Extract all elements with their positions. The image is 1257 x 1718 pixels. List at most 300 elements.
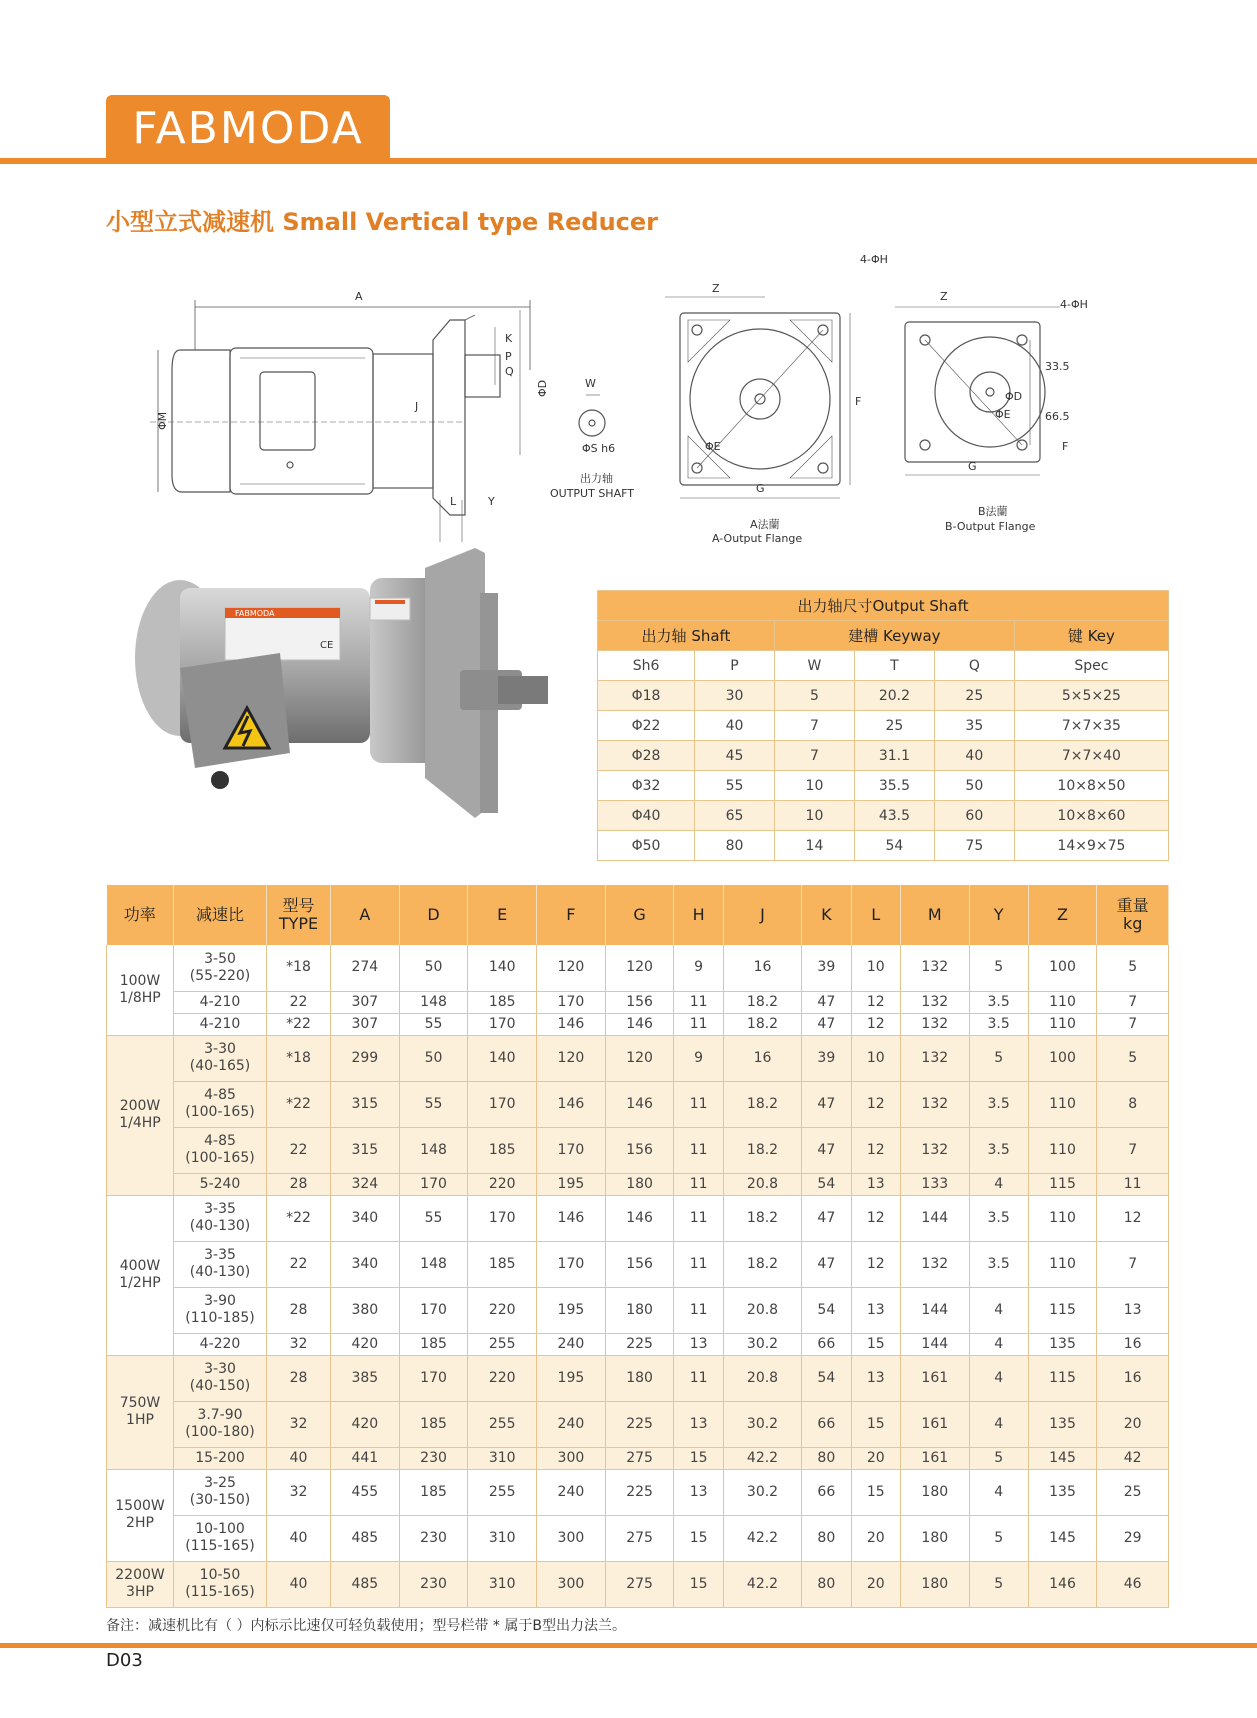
spec-value-cell: 40 — [267, 1515, 331, 1561]
a-flange-drawing — [665, 253, 888, 545]
svg-text:Z: Z — [712, 282, 720, 295]
ratio-cell — [174, 1173, 267, 1195]
spec-value-cell: 28 — [267, 1287, 331, 1333]
spec-value-cell: 225 — [605, 1401, 674, 1447]
svg-text:W: W — [585, 377, 596, 390]
spec-value-cell: 22 — [267, 1127, 331, 1173]
spec-value-cell: 40 — [267, 1561, 331, 1607]
svg-text:A法蘭: A法蘭 — [750, 518, 780, 531]
shaft-table-cell: Φ32 — [598, 771, 695, 801]
spec-value-cell: 55 — [399, 1195, 468, 1241]
spec-value-cell: 66 — [802, 1333, 851, 1355]
spec-value-cell: 30.2 — [723, 1333, 801, 1355]
spec-value-cell: 180 — [605, 1287, 674, 1333]
power-label: 1/4HP — [119, 1115, 161, 1131]
spec-value-cell: 50 — [399, 1035, 468, 1081]
shaft-table-cell: 5 — [775, 681, 855, 711]
svg-text:ΦM: ΦM — [156, 411, 169, 430]
spec-value-cell: 115 — [1028, 1355, 1097, 1401]
shaft-table-cell: 50 — [934, 771, 1014, 801]
spec-value-cell: 22 — [267, 991, 331, 1013]
spec-value-cell: 240 — [537, 1333, 606, 1355]
spec-value-cell: 20 — [851, 1561, 900, 1607]
shaft-col-header: T — [854, 651, 934, 681]
spec-value-cell: 146 — [605, 1195, 674, 1241]
spec-value-cell: 7 — [1097, 1127, 1169, 1173]
ratio-label: (40-165) — [189, 1058, 251, 1074]
spec-header-type-cn: 型号 — [282, 895, 315, 915]
spec-value-cell: 18.2 — [723, 1241, 801, 1287]
spec-value-cell: 275 — [605, 1515, 674, 1561]
footer-divider — [0, 1643, 1257, 1648]
spec-value-cell: 340 — [331, 1195, 400, 1241]
spec-value-cell: 230 — [399, 1447, 468, 1469]
spec-value-cell: 170 — [468, 1195, 537, 1241]
spec-value-cell: 4 — [969, 1333, 1028, 1355]
shaft-table-cell: 80 — [695, 831, 775, 861]
spec-header-weight-unit: kg — [1122, 914, 1143, 933]
spec-value-cell: 180 — [605, 1355, 674, 1401]
spec-value-cell: 170 — [399, 1173, 468, 1195]
keyway-group-header: 建槽 Keyway — [775, 621, 1015, 651]
shaft-col-header: Sh6 — [598, 651, 695, 681]
shaft-table-cell: 35.5 — [854, 771, 934, 801]
svg-text:出力轴: 出力轴 — [580, 472, 613, 485]
power-label: 1/8HP — [119, 989, 161, 1006]
spec-value-cell: 47 — [802, 1195, 851, 1241]
svg-text:A: A — [355, 290, 363, 303]
power-cell — [107, 945, 174, 1035]
ratio-label: (115-165) — [185, 1538, 255, 1554]
spec-value-cell: 310 — [468, 1515, 537, 1561]
spec-value-cell: 11 — [674, 1355, 723, 1401]
spec-value-cell: 170 — [399, 1287, 468, 1333]
spec-value-cell: 4 — [969, 1287, 1028, 1333]
spec-value-cell: 12 — [851, 1195, 900, 1241]
spec-value-cell: 220 — [468, 1355, 537, 1401]
spec-value-cell: 140 — [468, 1035, 537, 1081]
spec-value-cell: 220 — [468, 1173, 537, 1195]
shaft-table-cell: 10×8×60 — [1014, 801, 1168, 831]
spec-value-cell: 274 — [331, 945, 400, 991]
spec-value-cell: 170 — [537, 991, 606, 1013]
svg-text:OUTPUT SHAFT: OUTPUT SHAFT — [550, 487, 634, 500]
spec-value-cell: 39 — [802, 1035, 851, 1081]
spec-value-cell: 135 — [1028, 1469, 1097, 1515]
spec-value-cell: 5 — [969, 945, 1028, 991]
power-label: 2200W — [115, 1567, 165, 1584]
spec-value-cell: 230 — [399, 1515, 468, 1561]
svg-text:G: G — [756, 482, 765, 495]
spec-header: A — [331, 885, 400, 945]
spec-value-cell: 5 — [969, 1447, 1028, 1469]
spec-value-cell: 3.5 — [969, 1081, 1028, 1127]
spec-value-cell: 80 — [802, 1515, 851, 1561]
spec-value-cell: 42.2 — [723, 1515, 801, 1561]
spec-value-cell: 133 — [900, 1173, 969, 1195]
spec-value-cell: 28 — [267, 1355, 331, 1401]
svg-text:Y: Y — [488, 495, 495, 508]
spec-value-cell: 144 — [900, 1195, 969, 1241]
spec-header: H — [674, 885, 723, 945]
ratio-cell — [174, 945, 267, 991]
spec-value-cell: 100 — [1028, 1035, 1097, 1081]
spec-value-cell: 66 — [802, 1401, 851, 1447]
ratio-cell — [174, 1447, 267, 1469]
spec-value-cell: 220 — [468, 1287, 537, 1333]
ratio-label: 5-240 — [199, 1175, 241, 1192]
spec-value-cell: 20.8 — [723, 1173, 801, 1195]
spec-value-cell: 5 — [969, 1515, 1028, 1561]
spec-header-type-en: TYPE — [278, 914, 319, 933]
svg-text:F: F — [1062, 440, 1069, 453]
spec-value-cell: 5 — [969, 1035, 1028, 1081]
spec-value-cell: 11 — [674, 1241, 723, 1287]
spec-power-group — [107, 945, 1169, 1035]
spec-value-cell: 3.5 — [969, 991, 1028, 1013]
spec-value-cell: 485 — [331, 1515, 400, 1561]
spec-table-row — [107, 945, 1169, 991]
ratio-label: 4-85 — [204, 1087, 236, 1104]
svg-text:66.5: 66.5 — [1045, 410, 1070, 423]
spec-value-cell: 80 — [802, 1447, 851, 1469]
svg-text:CE: CE — [320, 640, 334, 651]
shaft-table-cell: 25 — [934, 681, 1014, 711]
svg-text:P: P — [505, 350, 512, 363]
ratio-label: (100-165) — [185, 1150, 255, 1166]
spec-value-cell: 3.5 — [969, 1013, 1028, 1035]
power-cell — [107, 1035, 174, 1195]
shaft-col-header: W — [775, 651, 855, 681]
spec-value-cell: 146 — [1028, 1561, 1097, 1607]
ratio-cell — [174, 991, 267, 1013]
spec-value-cell: 11 — [674, 1287, 723, 1333]
footnote: 备注：减速机比有（ ）内标示比速仅可轻负载使用；型号栏带 * 属于B型出力法兰。 — [106, 1618, 626, 1634]
spec-value-cell: 255 — [468, 1401, 537, 1447]
spec-value-cell: 13 — [851, 1355, 900, 1401]
shaft-col-header: Q — [934, 651, 1014, 681]
spec-value-cell: 144 — [900, 1287, 969, 1333]
spec-value-cell: 54 — [802, 1287, 851, 1333]
ratio-label: (40-130) — [189, 1264, 251, 1280]
spec-value-cell: 30.2 — [723, 1401, 801, 1447]
spec-header-weight — [1097, 885, 1169, 945]
spec-value-cell: 300 — [537, 1515, 606, 1561]
spec-value-cell: 11 — [1097, 1173, 1169, 1195]
shaft-table-cell: 40 — [695, 711, 775, 741]
spec-value-cell: *22 — [267, 1081, 331, 1127]
power-label: 400W — [119, 1258, 161, 1275]
spec-value-cell: 115 — [1028, 1173, 1097, 1195]
shaft-table-cell: 54 — [854, 831, 934, 861]
spec-value-cell: 7 — [1097, 991, 1169, 1013]
shaft-table-cell: Φ18 — [598, 681, 695, 711]
ratio-label: 4-85 — [204, 1133, 236, 1150]
shaft-table-caption: 出力轴尺寸Output Shaft — [598, 591, 1169, 621]
spec-value-cell: 240 — [537, 1401, 606, 1447]
ratio-label: (40-130) — [189, 1218, 251, 1234]
spec-value-cell: 40 — [267, 1447, 331, 1469]
shaft-table-cell: 31.1 — [854, 741, 934, 771]
spec-value-cell: 315 — [331, 1081, 400, 1127]
spec-value-cell: 47 — [802, 991, 851, 1013]
shaft-table-cell: 65 — [695, 801, 775, 831]
spec-table-row — [107, 1035, 1169, 1081]
shaft-table-row — [598, 711, 1169, 741]
spec-value-cell: 18.2 — [723, 1013, 801, 1035]
spec-value-cell: 132 — [900, 1013, 969, 1035]
svg-text:4-ΦH: 4-ΦH — [860, 253, 888, 266]
spec-value-cell: 161 — [900, 1447, 969, 1469]
spec-value-cell: 145 — [1028, 1447, 1097, 1469]
spec-value-cell: 13 — [674, 1469, 723, 1515]
shaft-table-cell: 45 — [695, 741, 775, 771]
spec-value-cell: 185 — [399, 1333, 468, 1355]
spec-value-cell: 225 — [605, 1333, 674, 1355]
shaft-table-cell: 40 — [934, 741, 1014, 771]
spec-value-cell: 145 — [1028, 1515, 1097, 1561]
spec-table-row — [107, 1195, 1169, 1241]
spec-value-cell: 110 — [1028, 1195, 1097, 1241]
spec-value-cell: 12 — [851, 1127, 900, 1173]
spec-value-cell: 146 — [605, 1081, 674, 1127]
spec-value-cell: 55 — [399, 1081, 468, 1127]
power-label: 1/2HP — [119, 1275, 161, 1291]
spec-value-cell: 15 — [851, 1469, 900, 1515]
spec-value-cell: 170 — [399, 1355, 468, 1401]
spec-header: L — [851, 885, 900, 945]
svg-text:ΦS h6: ΦS h6 — [582, 442, 616, 455]
shaft-table-row — [598, 831, 1169, 861]
spec-value-cell: 180 — [900, 1469, 969, 1515]
spec-header: M — [900, 885, 969, 945]
spec-value-cell: 3.5 — [969, 1127, 1028, 1173]
shaft-col-header: P — [695, 651, 775, 681]
spec-value-cell: 20 — [851, 1515, 900, 1561]
spec-value-cell: 22 — [267, 1241, 331, 1287]
spec-value-cell: 225 — [605, 1469, 674, 1515]
spec-power-group — [107, 1035, 1169, 1195]
shaft-table-row — [598, 801, 1169, 831]
spec-value-cell: 15 — [674, 1561, 723, 1607]
header-divider — [0, 158, 1257, 164]
spec-value-cell: 80 — [802, 1561, 851, 1607]
spec-value-cell: 11 — [674, 1195, 723, 1241]
spec-value-cell: 110 — [1028, 991, 1097, 1013]
spec-value-cell: 120 — [537, 1035, 606, 1081]
spec-value-cell: 8 — [1097, 1081, 1169, 1127]
ratio-cell — [174, 1241, 267, 1287]
spec-value-cell: 170 — [468, 1013, 537, 1035]
spec-value-cell: 20.8 — [723, 1355, 801, 1401]
spec-value-cell: 10 — [851, 1035, 900, 1081]
spec-value-cell: 18.2 — [723, 991, 801, 1013]
spec-value-cell: 54 — [802, 1173, 851, 1195]
ratio-label: (55-220) — [189, 967, 251, 984]
shaft-table-cell: 43.5 — [854, 801, 934, 831]
power-cell — [107, 1469, 174, 1561]
spec-table-row — [107, 1401, 1169, 1447]
spec-value-cell: 275 — [605, 1447, 674, 1469]
spec-value-cell: 170 — [537, 1241, 606, 1287]
page-title: 小型立式减速机 Small Vertical type Reducer — [106, 208, 659, 236]
spec-value-cell: 4 — [969, 1401, 1028, 1447]
spec-value-cell: 5 — [1097, 945, 1169, 991]
svg-text:33.5: 33.5 — [1045, 360, 1070, 373]
spec-value-cell: 161 — [900, 1355, 969, 1401]
spec-value-cell: 148 — [399, 1241, 468, 1287]
spec-header: E — [468, 885, 537, 945]
svg-text:ΦE: ΦE — [995, 408, 1011, 421]
spec-value-cell: 16 — [1097, 1333, 1169, 1355]
key-group-header: 键 Key — [1014, 621, 1168, 651]
spec-value-cell: 307 — [331, 991, 400, 1013]
spec-header: F — [537, 885, 606, 945]
side-view-drawing — [150, 290, 549, 542]
ratio-cell — [174, 1013, 267, 1035]
spec-header-type — [267, 885, 331, 945]
spec-value-cell: 148 — [399, 991, 468, 1013]
spec-value-cell: 47 — [802, 1127, 851, 1173]
page-number: D03 — [106, 1650, 143, 1671]
spec-value-cell: 42.2 — [723, 1561, 801, 1607]
spec-value-cell: 16 — [723, 1035, 801, 1081]
spec-value-cell: 15 — [851, 1333, 900, 1355]
spec-power-group — [107, 1355, 1169, 1469]
spec-value-cell: 135 — [1028, 1333, 1097, 1355]
spec-value-cell: 3.5 — [969, 1241, 1028, 1287]
spec-value-cell: 161 — [900, 1401, 969, 1447]
ratio-label: 3-25 — [204, 1475, 236, 1492]
svg-text:A-Output Flange: A-Output Flange — [712, 532, 803, 545]
spec-value-cell: 156 — [605, 991, 674, 1013]
spec-value-cell: 185 — [468, 1241, 537, 1287]
output-shaft-table — [597, 590, 1169, 861]
ratio-label: 3-35 — [204, 1201, 236, 1218]
spec-value-cell: 9 — [674, 1035, 723, 1081]
spec-value-cell: 32 — [267, 1401, 331, 1447]
ratio-cell — [174, 1035, 267, 1081]
spec-table-row — [107, 1333, 1169, 1355]
spec-value-cell: 132 — [900, 1081, 969, 1127]
brand-logo: FABMODA — [106, 95, 390, 161]
shaft-table-cell: 30 — [695, 681, 775, 711]
ratio-label: (30-150) — [189, 1492, 251, 1508]
spec-value-cell: 11 — [674, 1127, 723, 1173]
spec-value-cell: 310 — [468, 1561, 537, 1607]
ratio-label: 10-50 — [199, 1567, 241, 1584]
ratio-cell — [174, 1081, 267, 1127]
power-cell — [107, 1355, 174, 1469]
shaft-table-cell: 25 — [854, 711, 934, 741]
spec-value-cell: 144 — [900, 1333, 969, 1355]
svg-text:Z: Z — [940, 290, 948, 303]
shaft-table-cell: Φ22 — [598, 711, 695, 741]
spec-table-row — [107, 1127, 1169, 1173]
spec-value-cell: 29 — [1097, 1515, 1169, 1561]
svg-text:B-Output Flange: B-Output Flange — [945, 520, 1036, 533]
shaft-table-row — [598, 741, 1169, 771]
spec-table-row — [107, 1287, 1169, 1333]
spec-value-cell: 47 — [802, 1241, 851, 1287]
spec-value-cell: 156 — [605, 1241, 674, 1287]
spec-value-cell: 25 — [1097, 1469, 1169, 1515]
spec-value-cell: 13 — [851, 1173, 900, 1195]
svg-text:FABMODA: FABMODA — [235, 609, 275, 618]
technical-drawings — [150, 253, 1088, 545]
spec-table-row — [107, 1013, 1169, 1035]
spec-value-cell: 11 — [674, 1173, 723, 1195]
spec-header-power: 功率 — [107, 885, 174, 945]
spec-value-cell: *22 — [267, 1195, 331, 1241]
spec-value-cell: 32 — [267, 1333, 331, 1355]
ratio-label: 15-200 — [195, 1449, 245, 1466]
spec-value-cell: 299 — [331, 1035, 400, 1081]
spec-power-group — [107, 1195, 1169, 1355]
spec-value-cell: 47 — [802, 1081, 851, 1127]
ratio-label: 3-35 — [204, 1247, 236, 1264]
spec-value-cell: 110 — [1028, 1127, 1097, 1173]
spec-value-cell: 380 — [331, 1287, 400, 1333]
spec-value-cell: 16 — [723, 945, 801, 991]
spec-table-row — [107, 1447, 1169, 1469]
spec-value-cell: 3.5 — [969, 1195, 1028, 1241]
svg-text:F: F — [855, 395, 862, 408]
ratio-label: 3-30 — [204, 1361, 236, 1378]
spec-value-cell: 485 — [331, 1561, 400, 1607]
spec-table-row — [107, 1241, 1169, 1287]
svg-text:L: L — [450, 495, 457, 508]
spec-value-cell: 315 — [331, 1127, 400, 1173]
spec-value-cell: 15 — [851, 1401, 900, 1447]
power-label: 1HP — [126, 1412, 154, 1428]
spec-table-row — [107, 1515, 1169, 1561]
spec-header: G — [605, 885, 674, 945]
shaft-table-cell: 20.2 — [854, 681, 934, 711]
ratio-label: 4-220 — [199, 1335, 241, 1352]
ratio-cell — [174, 1469, 267, 1515]
svg-text:G: G — [968, 460, 977, 473]
spec-value-cell: 140 — [468, 945, 537, 991]
spec-value-cell: 7 — [1097, 1013, 1169, 1035]
spec-value-cell: 275 — [605, 1561, 674, 1607]
spec-value-cell: 455 — [331, 1469, 400, 1515]
ratio-label: 10-100 — [195, 1521, 245, 1538]
spec-value-cell: *18 — [267, 1035, 331, 1081]
shaft-table-row — [598, 681, 1169, 711]
spec-value-cell: 120 — [605, 1035, 674, 1081]
spec-table-row — [107, 1355, 1169, 1401]
spec-value-cell: 28 — [267, 1173, 331, 1195]
ratio-label: (110-185) — [185, 1310, 255, 1326]
spec-value-cell: 16 — [1097, 1355, 1169, 1401]
spec-value-cell: 230 — [399, 1561, 468, 1607]
power-label: 100W — [119, 972, 161, 989]
ratio-label: (40-150) — [189, 1378, 251, 1394]
spec-value-cell: 170 — [468, 1081, 537, 1127]
spec-table-row — [107, 1561, 1169, 1607]
spec-value-cell: 146 — [537, 1081, 606, 1127]
spec-value-cell: *22 — [267, 1013, 331, 1035]
spec-value-cell: 9 — [674, 945, 723, 991]
spec-value-cell: 307 — [331, 1013, 400, 1035]
spec-value-cell: 420 — [331, 1401, 400, 1447]
spec-value-cell: 13 — [851, 1287, 900, 1333]
svg-text:ΦD: ΦD — [1005, 390, 1023, 403]
spec-value-cell: 32 — [267, 1469, 331, 1515]
spec-value-cell: 300 — [537, 1447, 606, 1469]
spec-value-cell: 441 — [331, 1447, 400, 1469]
